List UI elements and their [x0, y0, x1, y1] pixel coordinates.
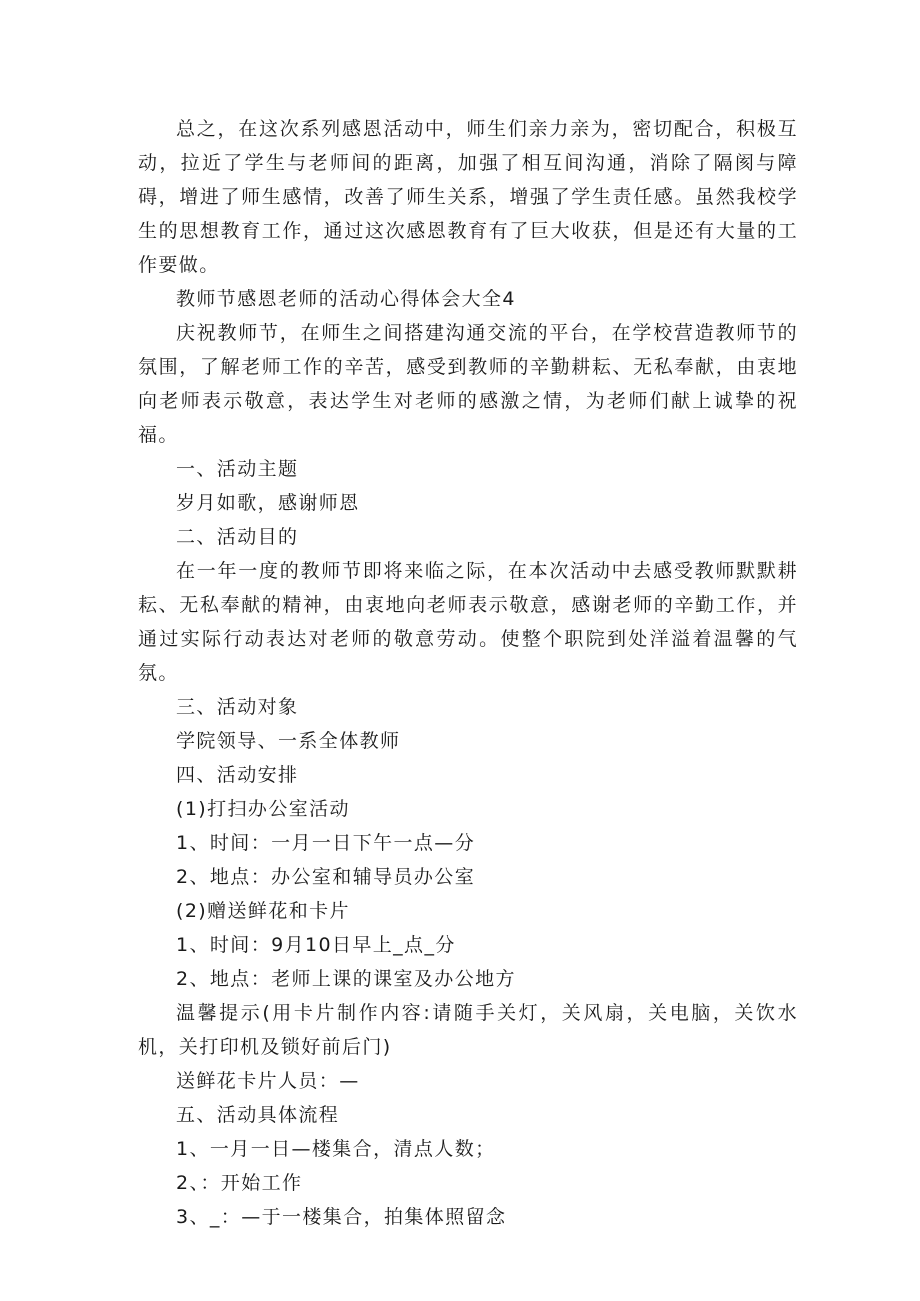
section-audience-title: 三、活动对象 — [176, 696, 299, 718]
section-theme-text: 岁月如歌，感谢师恩 — [176, 492, 360, 514]
activity-cleaning-place: 2、地点：办公室和辅导员办公室 — [176, 866, 476, 888]
activity-cleaning-title: (1)打扫办公室活动 — [176, 798, 350, 820]
activity-cleaning-time: 1、时间：一月一日下午一点—分 — [176, 832, 476, 854]
article-heading: 教师节感恩老师的活动心得体会大全4 — [176, 288, 516, 310]
flow-step-3: 3、_：—于一楼集合，拍集体照留念 — [176, 1206, 507, 1228]
flow-step-1: 1、一月一日—楼集合，清点人数； — [176, 1138, 496, 1160]
section-flow-title: 五、活动具体流程 — [176, 1104, 340, 1126]
sender-line: 送鲜花卡片人员：— — [176, 1070, 360, 1092]
section-purpose-title: 二、活动目的 — [176, 526, 299, 548]
document-page — [138, 112, 798, 1234]
activity-gift-time: 1、时间：9月10日早上_点_分 — [176, 934, 456, 956]
paragraph-purpose: 在一年一度的教师节即将来临之际，在本次活动中去感受教师默默耕耘、无私奉献的精神，由衷地向老师表示敬意，感谢老师的辛勤工作，并通过实际行动表达对老师的敬意劳动。使整个职院到处洋溢着温馨的气氛。 — [138, 560, 798, 684]
paragraph-summary: 总之，在这次系列感恩活动中，师生们亲力亲为，密切配合，积极互动，拉近了学生与老师间的距离，加强了相互间沟通，消除了隔阂与障碍，增进了师生感情，改善了师生关系，增强了学生责任感。虽然我校学生的思想教育工作，通过这次感恩教育有了巨大收获，但是还有大量的工作要做。 — [138, 118, 798, 276]
paragraph-tip: 温馨提示(用卡片制作内容:请随手关灯，关风扇，关电脑，关饮水机，关打印机及锁好前后门) — [138, 1002, 798, 1058]
activity-gift-title: (2)赠送鲜花和卡片 — [176, 900, 350, 922]
flow-step-2: 2、：开始工作 — [176, 1172, 303, 1194]
section-arrangement-title: 四、活动安排 — [176, 764, 299, 786]
section-audience-text: 学院领导、一系全体教师 — [176, 730, 401, 752]
paragraph-intro: 庆祝教师节，在师生之间搭建沟通交流的平台，在学校营造教师节的氛围，了解老师工作的辛苦，感受到教师的辛勤耕耘、无私奉献，由衷地向老师表示敬意，表达学生对老师的感激之情，为老师们献上诚挚的祝福。 — [138, 322, 798, 446]
section-theme-title: 一、活动主题 — [176, 458, 299, 480]
activity-gift-place: 2、地点：老师上课的课室及办公地方 — [176, 968, 516, 990]
